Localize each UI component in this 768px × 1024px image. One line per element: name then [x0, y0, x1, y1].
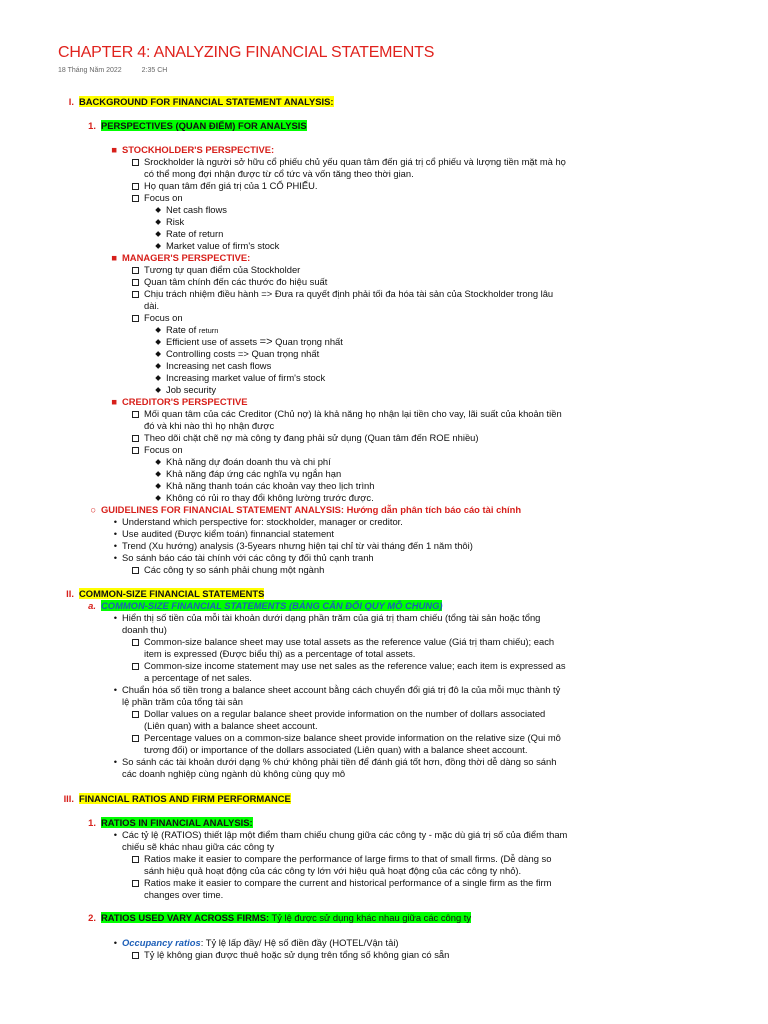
note-time: 2:35 CH — [141, 67, 168, 74]
list-item — [155, 336, 343, 348]
subsection-2a-number: a. — [88, 600, 96, 611]
list-item — [113, 829, 568, 841]
list-item — [113, 540, 473, 552]
bullet — [132, 952, 139, 959]
text-line: có thể mong đợi nhận được từ cổ tức và vốn tăng theo thời gian. — [144, 168, 414, 179]
list-item — [113, 552, 374, 564]
list-item — [144, 877, 551, 889]
bullet: ◆ — [155, 229, 161, 238]
bullet — [132, 856, 139, 863]
bullet — [132, 411, 139, 418]
subsection-3-1-number: 1. — [88, 817, 96, 828]
bullet: • — [113, 552, 117, 563]
list-item — [113, 756, 557, 768]
list-item — [144, 732, 561, 744]
text-line: Họ quan tâm đến giá trị của 1 CỔ PHIẾU. — [144, 180, 318, 191]
list-item — [144, 180, 318, 192]
bullet: ◆ — [155, 241, 161, 250]
list-item — [155, 372, 326, 384]
bullet — [132, 435, 139, 442]
bullet: • — [113, 528, 117, 539]
list-item — [155, 240, 280, 252]
list-item — [155, 480, 375, 492]
list-item — [155, 360, 272, 372]
text-line: changes over time. — [144, 889, 224, 900]
text-line: Use audited (Được kiểm toán) finnancial statement — [122, 528, 334, 539]
bullet: ■ — [111, 144, 117, 155]
bullet: ◆ — [155, 493, 161, 502]
text-line: Khả năng dự đoán doanh thu và chi phí — [166, 456, 331, 467]
text-line: Khả năng đáp ứng các nghĩa vụ ngắn hạn — [166, 468, 342, 479]
bullet — [132, 291, 139, 298]
list-item — [144, 264, 300, 276]
bullet: ◆ — [155, 217, 161, 226]
text-line: chiếu sẽ khác nhau giữa các công ty — [122, 841, 275, 852]
text-line: Ratios make it easier to compare the performance of large firms to that of small firms. (Dễ dàng so — [144, 853, 552, 864]
bullet — [132, 567, 139, 574]
occupancy-term: Occupancy ratios — [122, 937, 201, 948]
bullet: • — [113, 756, 117, 767]
stockholder-heading — [111, 144, 275, 156]
bullet: ■ — [111, 252, 117, 263]
bullet — [132, 663, 139, 670]
subsection-1-label: PERSPECTIVES (QUAN ĐIỂM) FOR ANALYSIS — [101, 120, 307, 131]
bullet: ○ — [90, 504, 96, 515]
bullet: ■ — [111, 396, 117, 407]
list-item — [113, 937, 399, 949]
section-3-heading — [63, 793, 291, 805]
text-line: So sánh các tài khoản dưới dạng % chứ không phải tiền để đánh giá tốt hơn, đồng thời dễ dàng so sánh — [122, 756, 557, 767]
list-item — [144, 312, 183, 324]
text-line: dài. — [144, 300, 160, 311]
text-line: Khả năng thanh toán các khoản vay theo lịch trình — [166, 480, 375, 491]
bullet: • — [113, 516, 117, 527]
bullet — [132, 267, 139, 274]
subsection-3-1-label: RATIOS IN FINANCIAL ANALYSIS: — [101, 817, 253, 828]
text-line: return — [198, 326, 219, 335]
text-line: Chịu trách nhiệm điều hành => Đưa ra quyết định phải tối đa hóa tài sản của Stockholder trong lâu — [144, 288, 554, 299]
bullet: • — [113, 684, 117, 695]
manager-heading — [111, 252, 251, 264]
text-line: Understand which perspective for: stockholder, manager or creditor. — [122, 516, 403, 527]
text-line: Ratios make it easier to compare the current and historical performance of a single firm as the firm — [144, 877, 552, 888]
bullet — [132, 183, 139, 190]
text-line: Trend (Xu hướng) analysis (3-5years nhưng hiện tại chỉ từ vài tháng đến 1 năm thôi) — [122, 540, 473, 551]
bullet — [132, 735, 139, 742]
text-line: Quan tâm chính đến các thước đo hiệu suất — [144, 276, 328, 287]
list-item — [155, 456, 331, 468]
section-2-number: II. — [66, 588, 74, 599]
text-line: Tỷ lệ không gian được thuê hoặc sử dụng trên tổng số không gian có sẵn — [144, 949, 450, 960]
subsection-2a-label: COMMON-SIZE FINANCIAL STATEMENTS (BẢNG CÂN ĐỐI QUY MÔ CHUNG) — [101, 600, 443, 611]
text-line: tương đối) or importance of the dollars associated (Liên quan) with a balance sheet account. — [144, 744, 528, 755]
section-2-heading — [66, 588, 265, 600]
text-line: Quan trọng nhất — [275, 336, 343, 347]
text-line: Market value of firm's stock — [166, 240, 280, 251]
subsection-1-number: 1. — [88, 120, 96, 131]
subsection-3-2-label-vi: Tỷ lệ được sử dụng khác nhau giữa các công ty — [271, 912, 472, 923]
bullet: • — [113, 937, 117, 948]
section-1-heading — [68, 96, 334, 108]
list-item — [113, 612, 541, 624]
bullet — [132, 447, 139, 454]
bullet — [132, 880, 139, 887]
list-item — [144, 636, 554, 648]
text-line: Dollar values on a regular balance sheet provide information on the number of dollars associated — [144, 708, 546, 719]
bullet: • — [113, 612, 117, 623]
text-line: Percentage values on a common-size balance sheet provide information on the relative size (Qui mô — [144, 732, 561, 743]
bullet: ◆ — [155, 481, 161, 490]
bullet — [132, 711, 139, 718]
list-item — [155, 384, 217, 396]
list-item — [113, 528, 334, 540]
text-line: : Tỷ lệ lấp đầy/ Hệ số điền đầy (HOTEL/Vận tải) — [200, 937, 399, 948]
bullet: ◆ — [155, 337, 161, 346]
text-line: Focus on — [144, 312, 183, 323]
text-line: Risk — [166, 216, 185, 227]
text-line: Increasing net cash flows — [166, 360, 272, 371]
subsection-3-2-heading — [88, 912, 472, 924]
text-line: Common-size income statement may use net sales as the reference value; each item is expressed as — [144, 660, 566, 671]
list-item — [144, 660, 566, 672]
bullet: ◆ — [155, 325, 161, 334]
list-item — [144, 288, 553, 300]
bullet: • — [113, 540, 117, 551]
text-line: Hiển thị số tiền của mỗi tài khoản dưới dạng phần trăm của giá trị tham chiếu (tổng tài sản hoặc tổng — [122, 612, 541, 623]
bullet — [132, 639, 139, 646]
bullet: ◆ — [155, 349, 161, 358]
manager-label: MANAGER'S PERSPECTIVE: — [122, 252, 251, 263]
text-line: Net cash flows — [166, 204, 227, 215]
bullet: ◆ — [155, 373, 161, 382]
text-line: Focus on — [144, 192, 183, 203]
text-line: Job security — [166, 384, 217, 395]
text-line: Theo dõi chặt chẽ nợ mà công ty đang phải sử dụng (Quan tâm đến ROE nhiều) — [144, 432, 479, 443]
text-line: Increasing market value of firm's stock — [166, 372, 326, 383]
subsection-1-heading — [88, 120, 307, 132]
text-line: Rate of — [166, 324, 197, 335]
text-line: Mối quan tâm của các Creditor (Chủ nợ) là khả năng họ nhận lại tiền cho vay, lãi suất của khoản tiền — [144, 408, 562, 419]
bullet: ◆ — [155, 361, 161, 370]
section-3-label: FINANCIAL RATIOS AND FIRM PERFORMANCE — [79, 793, 291, 804]
subsection-3-2-label: RATIOS USED VARY ACROSS FIRMS: — [101, 912, 270, 923]
bullet: ◆ — [155, 469, 161, 478]
text-line: lệ phần trăm của tổng tài sản — [122, 696, 243, 707]
creditor-heading — [111, 396, 248, 408]
text-line: Rate of return — [166, 228, 224, 239]
text-line: Common-size balance sheet may use total assets as the reference value (Giá trị tham chiếu); each — [144, 636, 555, 647]
text-line: Focus on — [144, 444, 183, 455]
list-item — [113, 516, 403, 528]
bullet: • — [113, 829, 117, 840]
text-line: các doanh nghiệp cùng ngành dù không cùng quy mô — [122, 768, 346, 779]
list-item — [144, 564, 324, 576]
text-line: Các công ty so sánh phải chung một ngành — [144, 564, 325, 575]
text-line: (Liên quan) with a balance sheet account. — [144, 720, 318, 731]
stockholder-label: STOCKHOLDER'S PERSPECTIVE: — [122, 144, 275, 155]
list-item — [144, 949, 449, 961]
list-item — [144, 444, 183, 456]
list-item — [155, 468, 342, 480]
bullet — [132, 315, 139, 322]
bullet — [132, 159, 139, 166]
text-line: Controlling costs => Quan trọng nhất — [166, 348, 320, 359]
page-title: CHAPTER 4: ANALYZING FINANCIAL STATEMENTS — [58, 44, 435, 61]
list-item — [155, 492, 374, 504]
bullet: ◆ — [155, 457, 161, 466]
list-item — [155, 228, 224, 240]
section-2-label: COMMON-SIZE FINANCIAL STATEMENTS — [79, 588, 265, 599]
section-1-number: I. — [68, 96, 74, 107]
list-item — [155, 204, 227, 216]
text-line: Srockholder là người sở hữu cổ phiếu chủ yếu quan tâm đến giá trị cổ phiếu và lượng tiền mặt mà họ — [144, 156, 566, 167]
text-line: đó và khi nào thì họ nhận được — [144, 420, 275, 431]
text-line: So sánh báo cáo tài chính với các công ty đối thủ cạnh tranh — [122, 552, 374, 563]
text-line: => — [259, 336, 273, 348]
subsection-3-1-heading — [88, 817, 253, 829]
list-item — [155, 216, 185, 228]
bullet — [132, 279, 139, 286]
list-item — [144, 432, 479, 444]
subsection-2a-heading — [88, 600, 443, 612]
note-date: 18 Tháng Năm 2022 — [58, 67, 122, 74]
creditor-label: CREDITOR'S PERSPECTIVE — [122, 396, 248, 407]
text-line: Efficient use of assets — [166, 336, 258, 347]
text-line: item is expressed (Được biểu thị) as a percentage of total assets. — [144, 648, 416, 659]
text-line: sánh hiệu quả hoạt động của các công ty lớn với hiệu quả hoạt động của các công ty nhỏ). — [144, 865, 522, 876]
text-line: Các tỷ lệ (RATIOS) thiết lập một điểm tham chiếu chung giữa các công ty - mặc dù giá trị số của điểm tham — [122, 829, 568, 840]
guidelines-label: GUIDELINES FOR FINANCIAL STATEMENT ANALYSIS: Hướng dẫn phân tích báo cáo tài chính — [101, 504, 522, 515]
list-item — [144, 408, 562, 420]
bullet: ◆ — [155, 205, 161, 214]
guidelines-heading — [90, 504, 522, 516]
list-item — [155, 348, 320, 360]
section-3-number: III. — [63, 793, 74, 804]
bullet: ◆ — [155, 385, 161, 394]
text-line: Tương tự quan điểm của Stockholder — [144, 264, 301, 275]
section-1-label: BACKGROUND FOR FINANCIAL STATEMENT ANALYSIS: — [79, 96, 334, 107]
text-line: doanh thu) — [122, 624, 167, 635]
list-item — [144, 276, 327, 288]
text-line: a percentage of net sales. — [144, 672, 252, 683]
list-item — [144, 156, 566, 168]
list-item — [144, 192, 183, 204]
text-line: Không có rủi ro thay đổi không lường trước được. — [166, 492, 374, 503]
text-line: Chuẩn hóa số tiền trong a balance sheet account bằng cách chuyển đổi giá trị đô la của mỗi mục thành tỷ — [122, 684, 561, 695]
note-meta — [58, 65, 167, 77]
list-item — [144, 853, 551, 865]
bullet — [132, 195, 139, 202]
list-item — [113, 684, 561, 696]
subsection-3-2-number: 2. — [88, 912, 96, 923]
list-item — [144, 708, 545, 720]
